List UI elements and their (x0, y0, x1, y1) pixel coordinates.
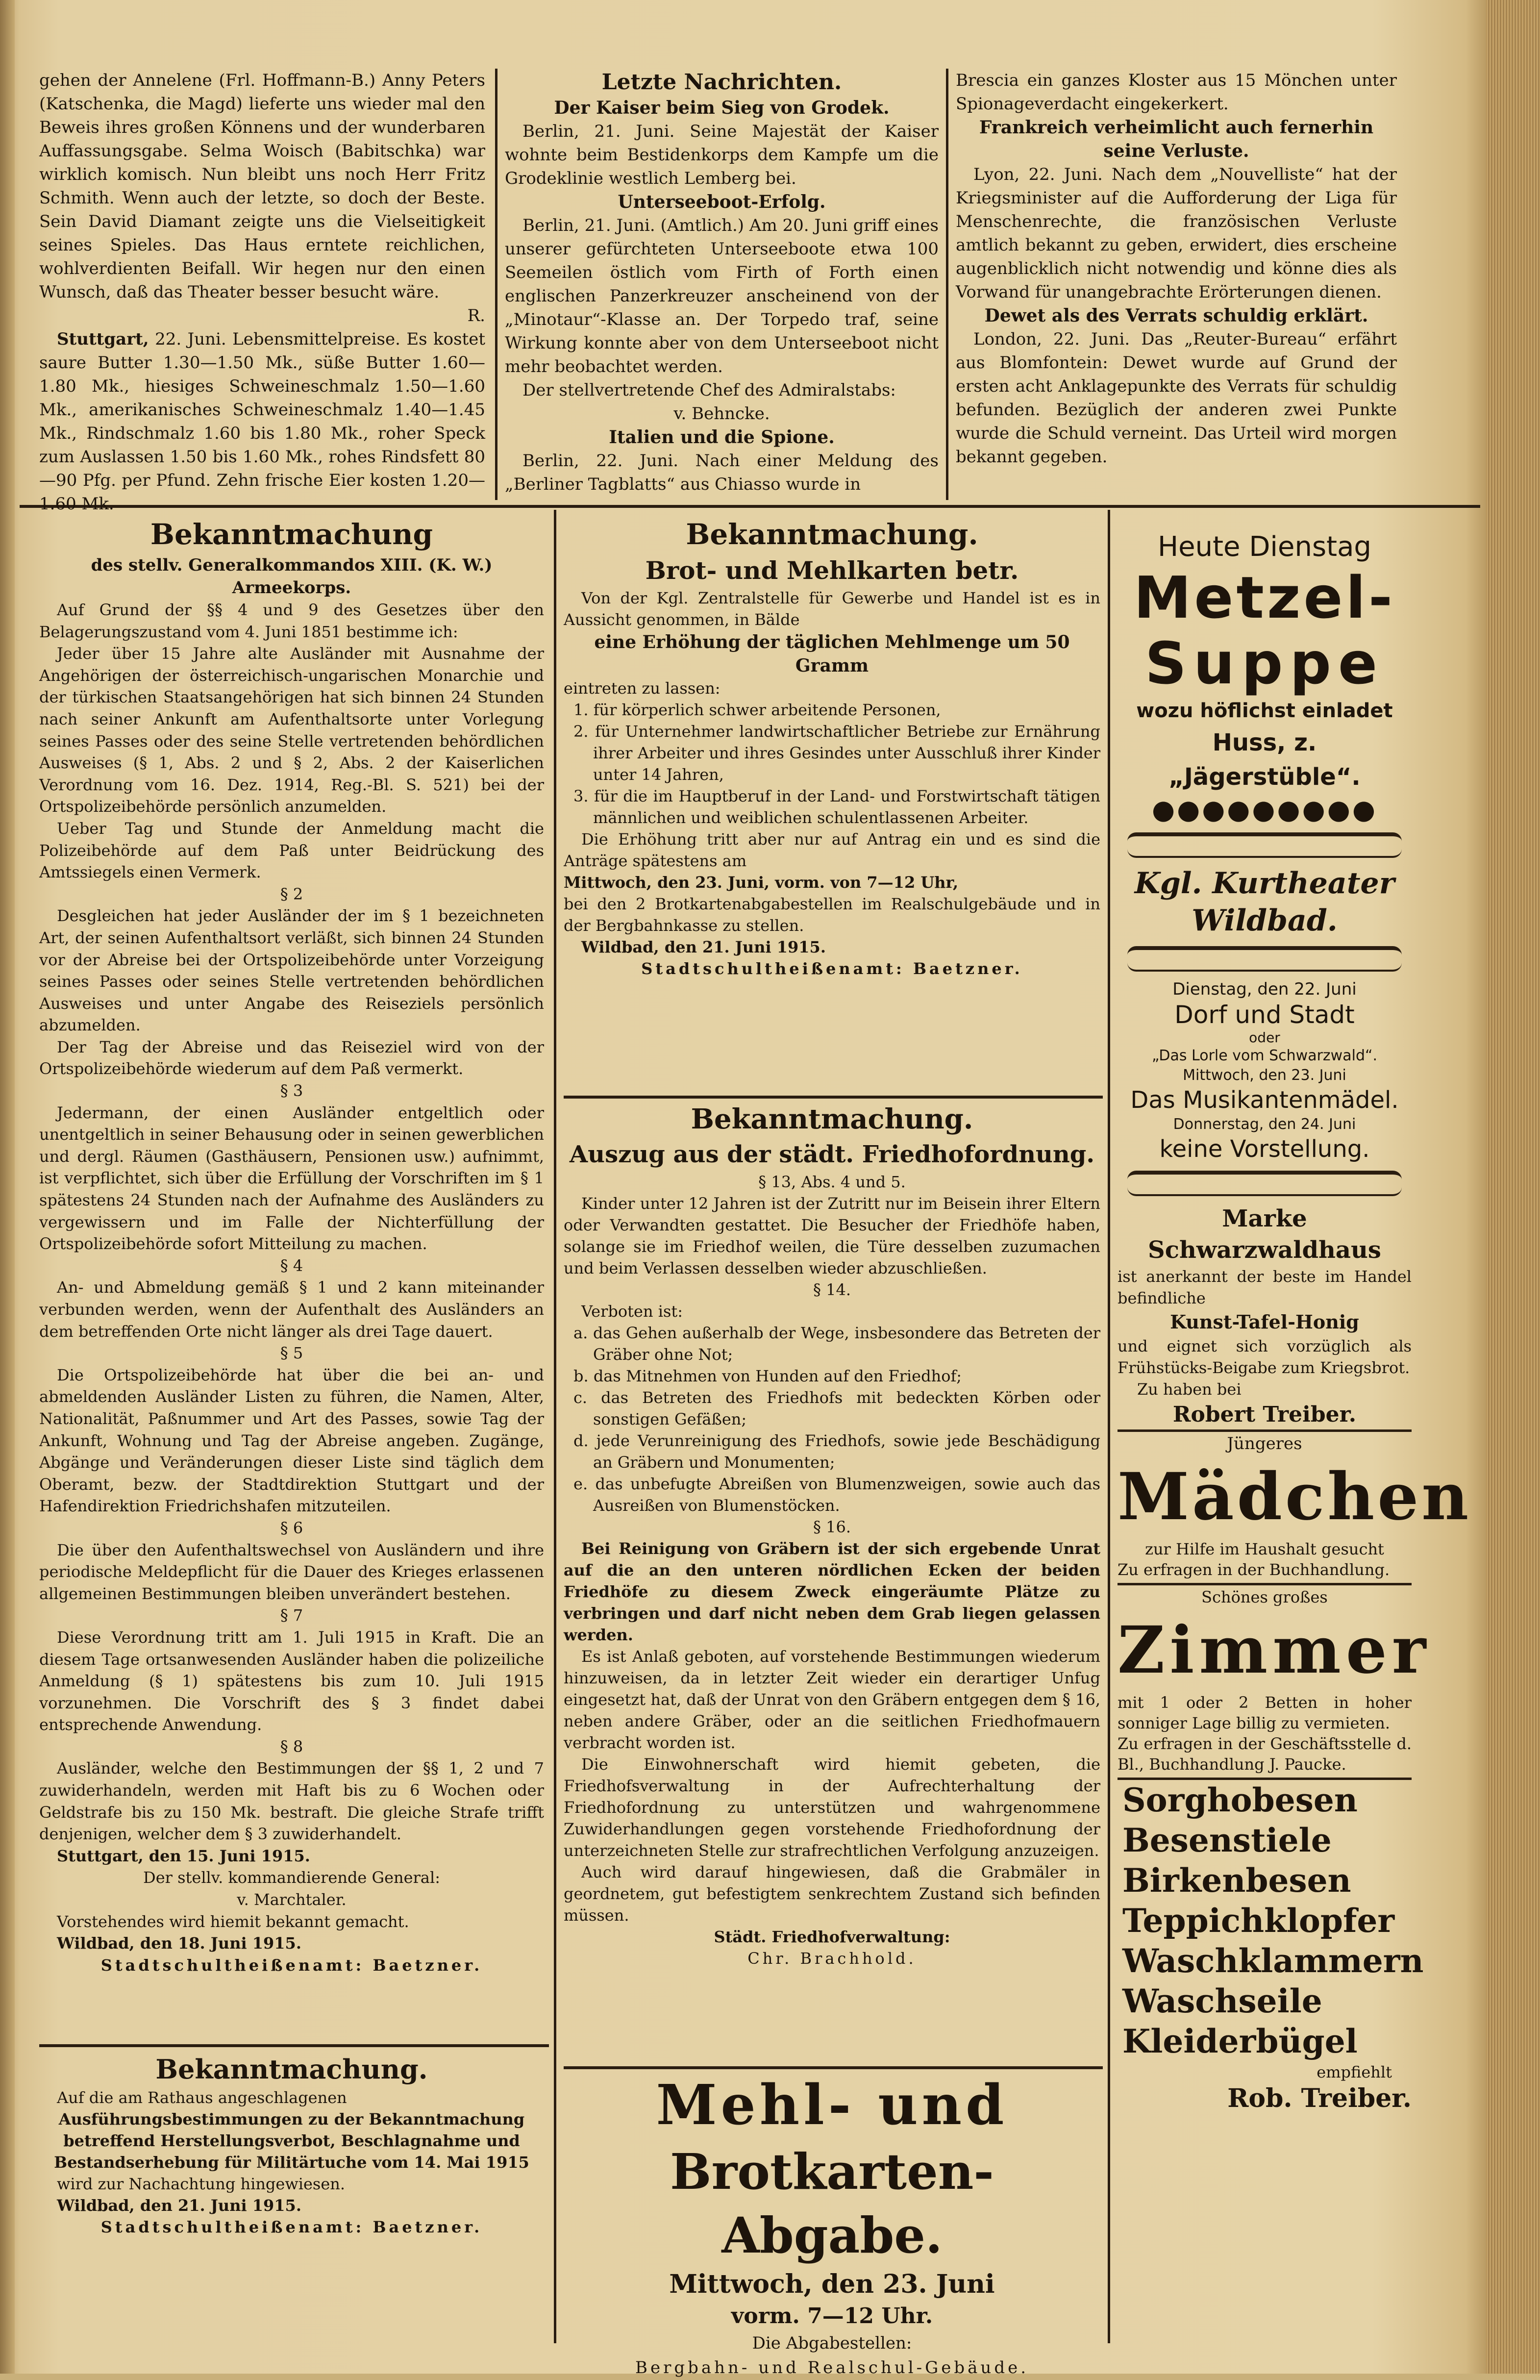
section-number: § 6 (280, 1518, 303, 1537)
top-right-column (956, 69, 1397, 500)
notice-office: Stadtschultheißenamt: Baetzner. (100, 2218, 483, 2236)
ad-text: keine Vorstellung. (1159, 1135, 1370, 1163)
ad-text: wozu höflichst einladet (1136, 700, 1393, 722)
notice-place-date: Stuttgart, den 15. Juni 1915. (57, 1846, 310, 1865)
ad-bold-text: Kunst-Tafel-Honig (1170, 1311, 1359, 1333)
section-number: § 7 (280, 1606, 303, 1625)
notice-paragraph: Von der Kgl. Zentralstelle für Gewerbe und Handel ist es in Aussicht genommen, in Bälde (564, 589, 1100, 629)
list-item: Waschseile (1122, 1982, 1322, 2020)
ad-text: „Das Lorle vom Schwarzwald“. (1151, 1047, 1378, 1064)
ad-text: empfiehlt (1316, 2063, 1392, 2081)
notice-paragraph: Jeder über 15 Jahre alte Ausländer mit Ausnahme der Angehörigen der österreichisch-ungarischen Monarchie und der türkischen Staatsangehörigen hat sich binnen 24 Stunden nach seiner Ankunft am Aufenthaltsorte unter Vorlegung seines Passes oder des seine Stelle vertretenden behördlichen Ausweises (§ 1, Abs. 2 und § 2, Abs. 2 der Kaiserlichen Verordnung vom 16. Dez. 1914, Reg.-Bl. S. 521) bei der Ortspolizeibehörde persönlich anzumelden. (39, 644, 544, 816)
ad-text: Die Abgabestellen: (752, 2333, 912, 2353)
notice-paragraph: Vorstehendes wird hiemit bekannt gemacht. (57, 1912, 409, 1931)
ad-date: Mittwoch, den 23. Juni (669, 2269, 995, 2299)
list-item: Sorghobesen (1122, 1781, 1358, 1819)
list-item: Waschklammern (1122, 1942, 1424, 1980)
notice-paragraph: Ausländer, welche den Bestimmungen der §§ 1, 2 und 7 zuwiderhandeln, werden mit Haft bis zu 6 Wochen oder Geldstrafe bis zu 150 Mk. bestraft. Die gleiche Strafe trifft denjenigen, welcher dem § 3 zuwiderhandelt. (39, 1759, 544, 1844)
list-item: d. jede Verunreinigung des Friedhofs, sowie jede Beschädigung an Gräbern und Monumenten; (573, 1431, 1100, 1472)
ornament-frame (1127, 832, 1402, 858)
list-item: e. das unbefugte Abreißen von Blumenzweigen, sowie auch das Ausreißen von Blumenstöcken. (573, 1475, 1100, 1515)
notice-place-date: Wildbad, den 21. Juni 1915. (581, 938, 826, 956)
horizontal-rule (39, 2044, 549, 2047)
review-signoff: R. (467, 306, 485, 326)
notice-place-date: Wildbad, den 21. Juni 1915. (57, 2196, 301, 2215)
notice-signature: Chr. Brachhold. (747, 1949, 917, 1968)
top-middle-column (505, 69, 939, 500)
list-item: 1. für körperlich schwer arbeitende Personen, (573, 701, 941, 719)
ad-headline: Wildbad. (1192, 903, 1338, 938)
notice-paragraph: Kinder unter 12 Jahren ist der Zutritt nur im Beisein ihrer Eltern oder Verwandten gestattet. Die Besucher der Friedhöfe haben, solange sie im Friedhof weilen, die Türe desselben zuzumachen und beim Verlassen desselben wieder abzuschließen. (564, 1194, 1100, 1278)
news-paragraph: Berlin, 21. Juni. (Amtlich.) Am 20. Juni griff eines unserer gefürchteten Unterseeboote etwa 100 Seemeilen östlich vom Firth of Forth einen englischen Panzerkreuzer anscheinend von der „Minotaur“-Klasse an. Der Torpedo traf, seine Wirkung konnte aber von dem Unterseeboot nicht mehr beobachtet werden. (505, 216, 939, 376)
ad-headline: Kgl. Kurtheater (1134, 866, 1395, 901)
news-paragraph: Lyon, 22. Juni. Nach dem „Nouvelliste“ hat der Kriegsminister auf die Aufforderung der Liga für Menschenrechte, die französischen Verluste amtlich bekannt zu geben, erwidert, dies erscheine augenblicklich nicht notwendig und könne dies als Vorwand für unangebrachte Erörterungen dienen. (956, 165, 1397, 302)
notice-signature: Städt. Friedhofverwaltung: (714, 1928, 950, 1946)
list-item: Besenstiele (1122, 1821, 1332, 1859)
right-ads-column (1118, 515, 1472, 2348)
ad-text: Dienstag, den 22. Juni (1172, 979, 1357, 999)
section-number: § 13, Abs. 4 und 5. (758, 1173, 906, 1191)
notice-title: Bekanntmachung. (691, 1103, 973, 1135)
list-item: Kleiderbügel (1122, 2022, 1358, 2060)
list-item: Teppichklopfer (1122, 1902, 1395, 1940)
ad-name: Robert Treiber. (1118, 1400, 1412, 1432)
notice-paragraph: Jedermann, der einen Ausländer entgeltlich oder unentgeltlich in seiner Behausung oder in seinen gewerblichen und dergl. Räumen (Gasthäusern, Pensionen usw.) aufnimmt, ist verpflichtet, sich über die Erfüllung der Vorschriften im § 1 spätestens 24 Stunden nach der Aufnahme des Ausländers zu vergewissern und im Falle der Nichterfüllung der Ortspolizeibehörde sofort Mitteilung zu machen. (39, 1103, 544, 1253)
list-item: b. das Mitnehmen von Hunden auf den Friedhof; (573, 1367, 962, 1385)
prohibition-list (564, 1322, 1100, 1516)
notice-paragraph: wird zur Nachachtung hingewiesen. (57, 2175, 346, 2193)
latest-news-heading: Letzte Nachrichten. (601, 70, 842, 95)
notice-paragraph: Auch wird darauf hingewiesen, daß die Grabmäler in geordnetem, gut befestigtem senkrechtem Zustand sich befinden müssen. (564, 1863, 1100, 1925)
column-divider (946, 69, 948, 500)
ad-name: Rob. Treiber. (1227, 2083, 1412, 2113)
section-number: § 16. (813, 1518, 851, 1536)
notice-bold-text: Mittwoch, den 23. Juni, vorm. von 7—12 Uhr, (564, 873, 959, 892)
news-paragraph: Brescia ein ganzes Kloster aus 15 Mönchen unter Spionageverdacht eingekerkert. (956, 71, 1397, 114)
list-item: 3. für die im Hauptberuf in der Land- und Forstwirtschaft tätigen männlichen und weiblichen schulentlassenen Arbeiter. (573, 787, 1100, 827)
notice-paragraph: eintreten zu lassen: (564, 679, 720, 698)
column-divider (1108, 510, 1110, 2343)
notice-bold-text: eine Erhöhung der täglichen Mehlmenge um 50 Gramm (594, 632, 1070, 676)
left-notice2-column (39, 2052, 544, 2346)
ad-headline: Metzel- (1134, 564, 1395, 631)
news-subheading: Unterseeboot-Erfolg. (618, 192, 826, 212)
section-number: § 8 (280, 1737, 303, 1756)
notice-office: Stadtschultheißenamt: Baetzner. (641, 959, 1023, 978)
ad-text: ist anerkannt der beste im Handel befindliche (1118, 1267, 1412, 1307)
ad-text: Huss, z. „Jägerstüble“. (1168, 729, 1361, 791)
ad-text: Donnerstag, den 24. Juni (1173, 1116, 1356, 1133)
notice-subtitle: Auszug aus der städt. Friedhofordnung. (569, 1141, 1095, 1168)
notice-subtitle: des stellv. Generalkommandos XIII. (K. W.) Armeekorps. (91, 555, 493, 598)
notice-bold-text: Ausführungsbestimmungen zu der Bekanntmachung betreffend Herstellungsverbot, Beschlagnahme und Bestandserhebung für Militärtuche vom 14. Mai 1915 (54, 2110, 529, 2172)
notice-subtitle: Brot- und Mehlkarten betr. (645, 556, 1019, 585)
ad-text: oder (1249, 1029, 1280, 1046)
ad-text: Das Musikantenmädel. (1130, 1086, 1399, 1114)
page-edge-stack (1486, 0, 1540, 2374)
ad-text: Zu haben bei (1137, 1380, 1242, 1399)
notice-place-date: Wildbad, den 18. Juni 1915. (57, 1934, 301, 1953)
notice-paragraph: Der Tag der Abreise und das Reiseziel wird von der Ortspolizeibehörde wiederum auf dem Paß vermerkt. (39, 1037, 544, 1078)
ad-time: vorm. 7—12 Uhr. (731, 2304, 933, 2329)
news-subheading: Italien und die Spione. (609, 427, 835, 448)
book-binding (0, 0, 15, 2374)
list-item: a. das Gehen außerhalb der Wege, insbesondere das Betreten der Gräber ohne Not; (573, 1324, 1100, 1364)
horizontal-rule (564, 2066, 1103, 2069)
notice-signature: v. Marchtaler. (237, 1890, 347, 1909)
news-paragraph: Der stellvertretende Chef des Admiralstabs: (522, 380, 896, 400)
news-paragraph: Berlin, 21. Juni. Seine Majestät der Kaiser wohnte beim Bestidenkorps dem Kampfe um die Grodeklinie westlich Lemberg bei. (505, 122, 939, 188)
ad-headline: Brotkarten-Abgabe. (670, 2143, 994, 2264)
notice-paragraph: Die über den Aufenthaltswechsel von Ausländern und ihre periodische Meldepflicht für die Dauer des Krieges erlassenen allgemeinen Bestimmungen bleiben unverändert bestehen. (39, 1540, 544, 1603)
stuttgart-place: Stuttgart, (57, 329, 149, 349)
left-notice-column (39, 515, 544, 2039)
ad-text: Bergbahn- und Realschul-Gebäude. (635, 2358, 1029, 2378)
notice-paragraph: Die Einwohnerschaft wird hiemit gebeten, die Friedhofsverwaltung in der Aufrechterhaltung der Friedhofordnung zu unterstützen und wahrgenommene Zuwiderhandlungen gegen vorstehende Friedhofordnung der unterzeichneten Stelle zur strafrechtlichen Verfolgung anzuzeigen. (564, 1755, 1100, 1860)
ad-text: Zu erfragen in der Buchhandlung. (1118, 1559, 1412, 1585)
ad-text: Dorf und Stadt (1174, 1001, 1355, 1029)
news-signature: v. Behncke. (673, 404, 770, 424)
news-subheading: Der Kaiser beim Sieg von Grodek. (554, 98, 890, 118)
list-item: 2. für Unternehmer landwirtschaftlicher Betriebe zur Ernährung ihrer Arbeiter und ihres Gesindes unter Ausschluß ihrer Kinder unter 14 Jahren, (573, 722, 1100, 784)
ad-headline: Mädchen (1118, 1459, 1472, 1535)
section-number: § 5 (280, 1344, 303, 1363)
notice-paragraph: An- und Abmeldung gemäß § 1 und 2 kann miteinander verbunden werden, wenn der Aufenthalt des Ausländers an dem betreffenden Orte nicht länger als drei Tage dauert. (39, 1278, 544, 1341)
section-number: § 3 (280, 1081, 303, 1101)
notice-paragraph: Verboten ist: (581, 1302, 683, 1321)
product-list (1118, 1780, 1424, 2061)
stuttgart-prices-body: 22. Juni. Lebensmittelpreise. Es kostet saure Butter 1.30—1.50 Mk., süße Butter 1.60—1.80 Mk., hiesiges Schweineschmalz 1.50—1.60 Mk., amerikanisches Schweineschmalz 1.40—1.45 Mk., Rindschmalz 1.60 bis 1.80 Mk., roher Speck zum Auslassen 1.50 bis 1.60 Mk., rohes Rindsfett 80—90 Pfg. per Pfund. Zehn frische Eier kosten 1.20—1.60 Mk. (39, 329, 485, 514)
notice-paragraph: Ueber Tag und Stunde der Anmeldung macht die Polizeibehörde auf dem Paß unter Beidrückung des Amtssiegels einen Vermerk. (39, 819, 544, 882)
ad-text: Mittwoch, den 23. Juni (1183, 1067, 1346, 1084)
ad-headline: Marke Schwarzwaldhaus (1148, 1205, 1381, 1264)
ad-text: zur Hilfe im Haushalt gesucht (1145, 1540, 1384, 1558)
ad-text: Heute Dienstag (1158, 531, 1371, 563)
horizontal-rule (564, 1096, 1103, 1099)
section-number: § 14. (813, 1280, 851, 1299)
ad-text: Zu erfragen in der Geschäftsstelle d. Bl., Buchhandlung J. Paucke. (1118, 1733, 1412, 1780)
news-subheading: Dewet als des Verrats schuldig erklärt. (984, 305, 1368, 326)
stuttgart-prices-text (39, 327, 485, 516)
ad-text: und eignet sich vorzüglich als Frühstücks-Beigabe zum Kriegsbrot. (1118, 1337, 1412, 1377)
notice-paragraph: Desgleichen hat jeder Ausländer der im § 1 bezeichneten Art, der seinen Aufenthaltsort verläßt, sich binnen 24 Stunden vor der Abreise bei der Ortspolizeibehörde unter Vorzeigung seines Passes oder seines Stelle vertretenden behördlichen Ausweises und unter Angabe des Reiseziels persönlich abzumelden. (39, 906, 544, 1035)
notice-paragraph: Die Ortspolizeibehörde hat über die bei an- und abmeldenden Ausländer Listen zu führen, die Namen, Alter, Nationalität, Paßnummer und Art des Passes, sowie Tag der Ankunft, Wohnung und Tag der Abreise angeben. Zugänge, Abgänge und Veränderungen dieser Liste sind täglich dem Oberamt, bezw. der Stadtdirektion Stuttgart und der Hafendirektion Friedrichshafen mitzuteilen. (39, 1365, 544, 1516)
notice-paragraph: Auf Grund der §§ 4 und 9 des Gesetzes über den Belagerungszustand vom 4. Juni 1851 bestimme ich: (39, 601, 544, 641)
notice-paragraph: Es ist Anlaß geboten, auf vorstehende Bestimmungen wiederum hinzuweisen, da in letzter Zeit wieder ein derartiger Unfug eingesetzt hat, daß der Unrat von den Gräbern entgegen dem § 16, neben andere Gräber, oder an die seitlichen Friedhofmauern verbracht worden ist. (564, 1647, 1100, 1752)
list-item: Birkenbesen (1122, 1861, 1351, 1900)
notice-paragraph: Die Erhöhung tritt aber nur auf Antrag ein und es sind die Anträge spätestens am (564, 830, 1100, 870)
notice-paragraph: bei den 2 Brotkartenabgabestellen im Realschulgebäude und in der Bergbahnkasse zu stellen. (564, 895, 1100, 935)
notice-paragraph: Auf die am Rathaus angeschlagenen (57, 2088, 347, 2107)
ad-headline: Suppe (1145, 629, 1384, 697)
ad-headline: Mehl- und (656, 2073, 1008, 2137)
ad-text: Jüngeres (1227, 1434, 1302, 1453)
news-paragraph: Berlin, 22. Juni. Nach einer Meldung des „Berliner Tagblatts“ aus Chiasso wurde in (505, 451, 939, 494)
notice-title: Bekanntmachung (150, 518, 433, 551)
top-left-column (39, 69, 485, 514)
notice-title: Bekanntmachung. (686, 518, 978, 551)
ornament-circles: ●●●●●●●●● (1151, 794, 1378, 825)
ad-headline: Zimmer (1118, 1612, 1431, 1688)
news-paragraph: London, 22. Juni. Das „Reuter-Bureau“ erfährt aus Blomfontein: Dewet wurde auf Grund der ersten acht Anklagepunkte des Verrats für schuldig befunden. Bezüglich der anderen zwei Punkte wurde die Schuld verneint. Das Urteil wird morgen bekannt gegeben. (956, 329, 1397, 467)
ration-card-ad (564, 2071, 1100, 2378)
list-item: c. das Betreten des Friedhofs mit bedeckten Körben oder sonstigen Gefäßen; (573, 1388, 1100, 1428)
notice-signature: Der stellv. kommandierende General: (143, 1868, 440, 1887)
ad-text: mit 1 oder 2 Betten in hoher sonniger Lage billig zu vermieten. (1118, 1693, 1412, 1732)
notice-title: Bekanntmachung. (155, 2054, 428, 2085)
ornament-frame (1127, 946, 1402, 972)
ad-text: Schönes großes (1201, 1588, 1328, 1606)
eligibility-list (564, 699, 1100, 828)
theater-review-text: gehen der Annelene (Frl. Hoffmann-B.) Anny Peters (Katschenka, die Magd) lieferte uns wieder mal den Beweis ihres großen Könnens und der wunderbaren Auffassungsgabe. Selma Woisch (Babitschka) war wirklich komisch. Nun bleibt uns noch Herr Fritz Schmith. Wenn auch der letzte, so doch der Beste. Sein David Diamant zeigte uns die Vielseitigkeit seines Spieles. Das Haus erntete reichlichen, wohlverdienten Beifall. Wir hegen nur den einen Wunsch, daß das Theater besser besucht wäre. (39, 71, 485, 302)
notice-office: Stadtschultheißenamt: Baetzner. (100, 1955, 483, 1975)
section-number: § 4 (280, 1256, 303, 1275)
column-divider (554, 510, 556, 2343)
middle-notice2-column (564, 1101, 1100, 2066)
middle-notice1-column (564, 515, 1100, 1093)
section-number: § 2 (280, 884, 303, 903)
news-subheading: Frankreich verheimlicht auch fernerhin seine Verluste. (979, 117, 1374, 161)
column-divider (495, 69, 497, 500)
ornament-frame (1127, 1171, 1402, 1196)
notice-bold-text: Bei Reinigung von Gräbern ist der sich ergebende Unrat auf die an den unteren nördlichen Ecken der beiden Friedhöfe zu diesem Zweck eingeräumte Plätze zu verbringen und darf nicht neben dem Grab liegen gelassen werden. (564, 1539, 1100, 1644)
notice-paragraph: Diese Verordnung tritt am 1. Juli 1915 in Kraft. Die an diesem Tage ortsanwesenden Ausländer haben die polizeiliche Anmeldung (§ 1) spätestens bis zum 10. Juli 1915 vorzunehmen. Die Vorschrift des § 3 findet dabei entsprechende Anwendung. (39, 1628, 544, 1734)
